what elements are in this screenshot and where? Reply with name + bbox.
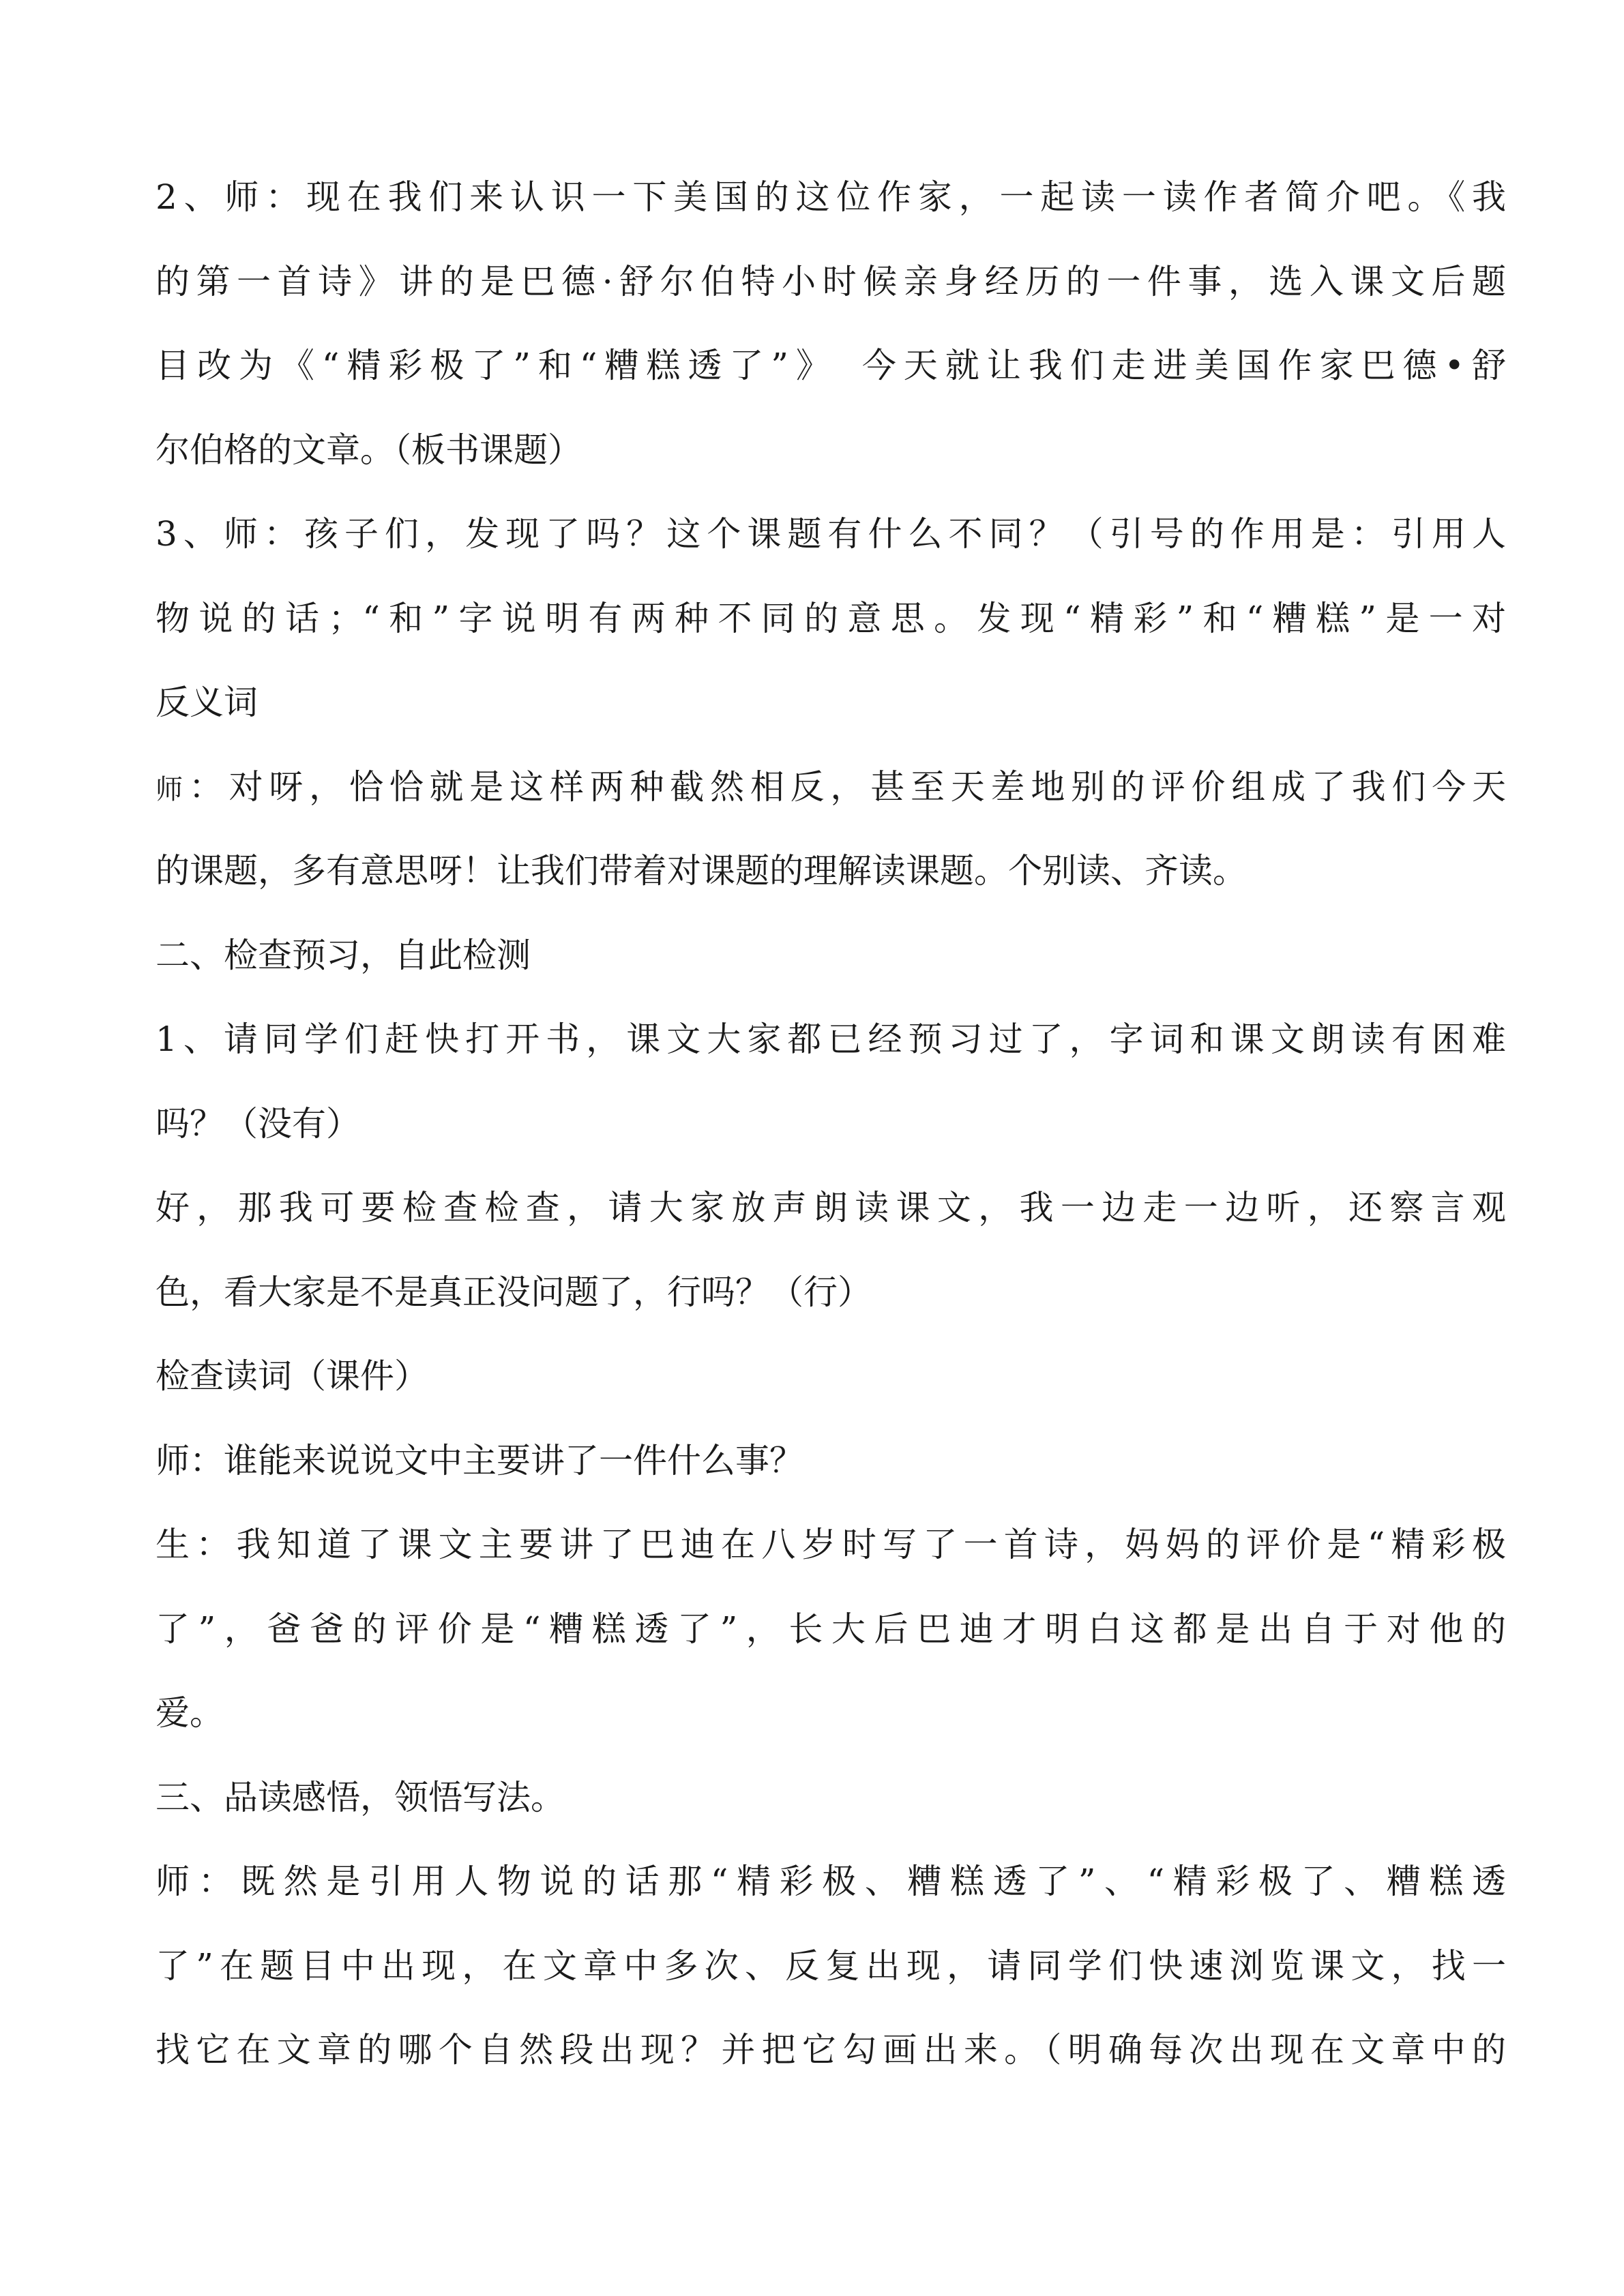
text-line: 尔伯格的文章。（板书课题） xyxy=(156,430,582,470)
text-line: 师：既然是引用人物说的话那“精彩极、糟糕透了”、“精彩极了、糟糕透 xyxy=(156,1862,1506,1901)
text-line: 2、师：现在我们来认识一下美国的这位作家，一起读一读作者简介吧。《我 xyxy=(156,177,1506,217)
paragraph-read-aloud xyxy=(156,1166,1506,1335)
document-body xyxy=(156,155,1506,2093)
paragraph-teacher-question xyxy=(156,1419,1506,1504)
section-heading-preview-check xyxy=(156,914,1506,998)
speaker-label: 师 xyxy=(156,773,189,805)
text-line: 物说的话；“和”字说明有两种不同的意思。发现“精彩”和“糟糕”是一对 xyxy=(156,598,1506,638)
paragraph-check-words xyxy=(156,1335,1506,1419)
text-line: 的课题，多有意思呀！让我们带着对课题的理解读课题。个别读、齐读。 xyxy=(156,851,1247,891)
section-heading-reading-insight xyxy=(156,1756,1506,1840)
paragraph-open-book xyxy=(156,998,1506,1166)
text-line: 反义词 xyxy=(156,683,258,722)
text-line: 爱。 xyxy=(156,1693,224,1733)
paragraph-student-answer xyxy=(156,1503,1506,1756)
paragraph-teacher-instruction xyxy=(156,1840,1506,2093)
section-heading: 二、检查预习，自此检测 xyxy=(156,935,531,975)
text-line: 检查读词（课件） xyxy=(156,1356,428,1396)
text-line xyxy=(156,745,1506,830)
text-line: 3、师：孩子们，发现了吗？这个课题有什么不同？（引号的作用是：引用人 xyxy=(156,514,1506,554)
text-line: 1、请同学们赶快打开书，课文大家都已经预习过了，字词和课文朗读有困难 xyxy=(156,1019,1506,1059)
paragraph-title-discussion xyxy=(156,492,1506,745)
paragraph-author-intro xyxy=(156,155,1506,492)
section-heading: 三、品读感悟，领悟写法。 xyxy=(156,1777,565,1817)
text-line: 目改为《“精彩极了”和“糟糕透了”》 今天就让我们走进美国作家巴德•舒 xyxy=(156,346,1506,385)
text-line: 了”，爸爸的评价是“糟糕透了”，长大后巴迪才明白这都是出自于对他的 xyxy=(156,1609,1506,1649)
text-line: 色，看大家是不是真正没问题了，行吗？（行） xyxy=(156,1272,872,1312)
text-line: 了”在题目中出现，在文章中多次、反复出现，请同学们快速浏览课文，找一 xyxy=(156,1945,1506,1986)
text-line: 找它在文章的哪个自然段出现？并把它勾画出来。（明确每次出现在文章中的 xyxy=(156,2030,1506,2070)
text-line-rest: ：对呀，恰恰就是这样两种截然相反，甚至天差地别的评价组成了我们今天 xyxy=(188,766,1506,807)
paragraph-teacher-response xyxy=(156,745,1506,914)
text-line: 吗？（没有） xyxy=(156,1103,360,1144)
text-line: 师：谁能来说说文中主要讲了一件什么事？ xyxy=(156,1440,803,1480)
text-line: 的第一首诗》讲的是巴德·舒尔伯特小时候亲身经历的一件事，选入课文后题 xyxy=(156,261,1506,301)
text-line: 生：我知道了课文主要讲了巴迪在八岁时写了一首诗，妈妈的评价是“精彩极 xyxy=(156,1525,1506,1564)
text-line: 好，那我可要检查检查，请大家放声朗读课文，我一边走一边听，还察言观 xyxy=(156,1188,1506,1227)
